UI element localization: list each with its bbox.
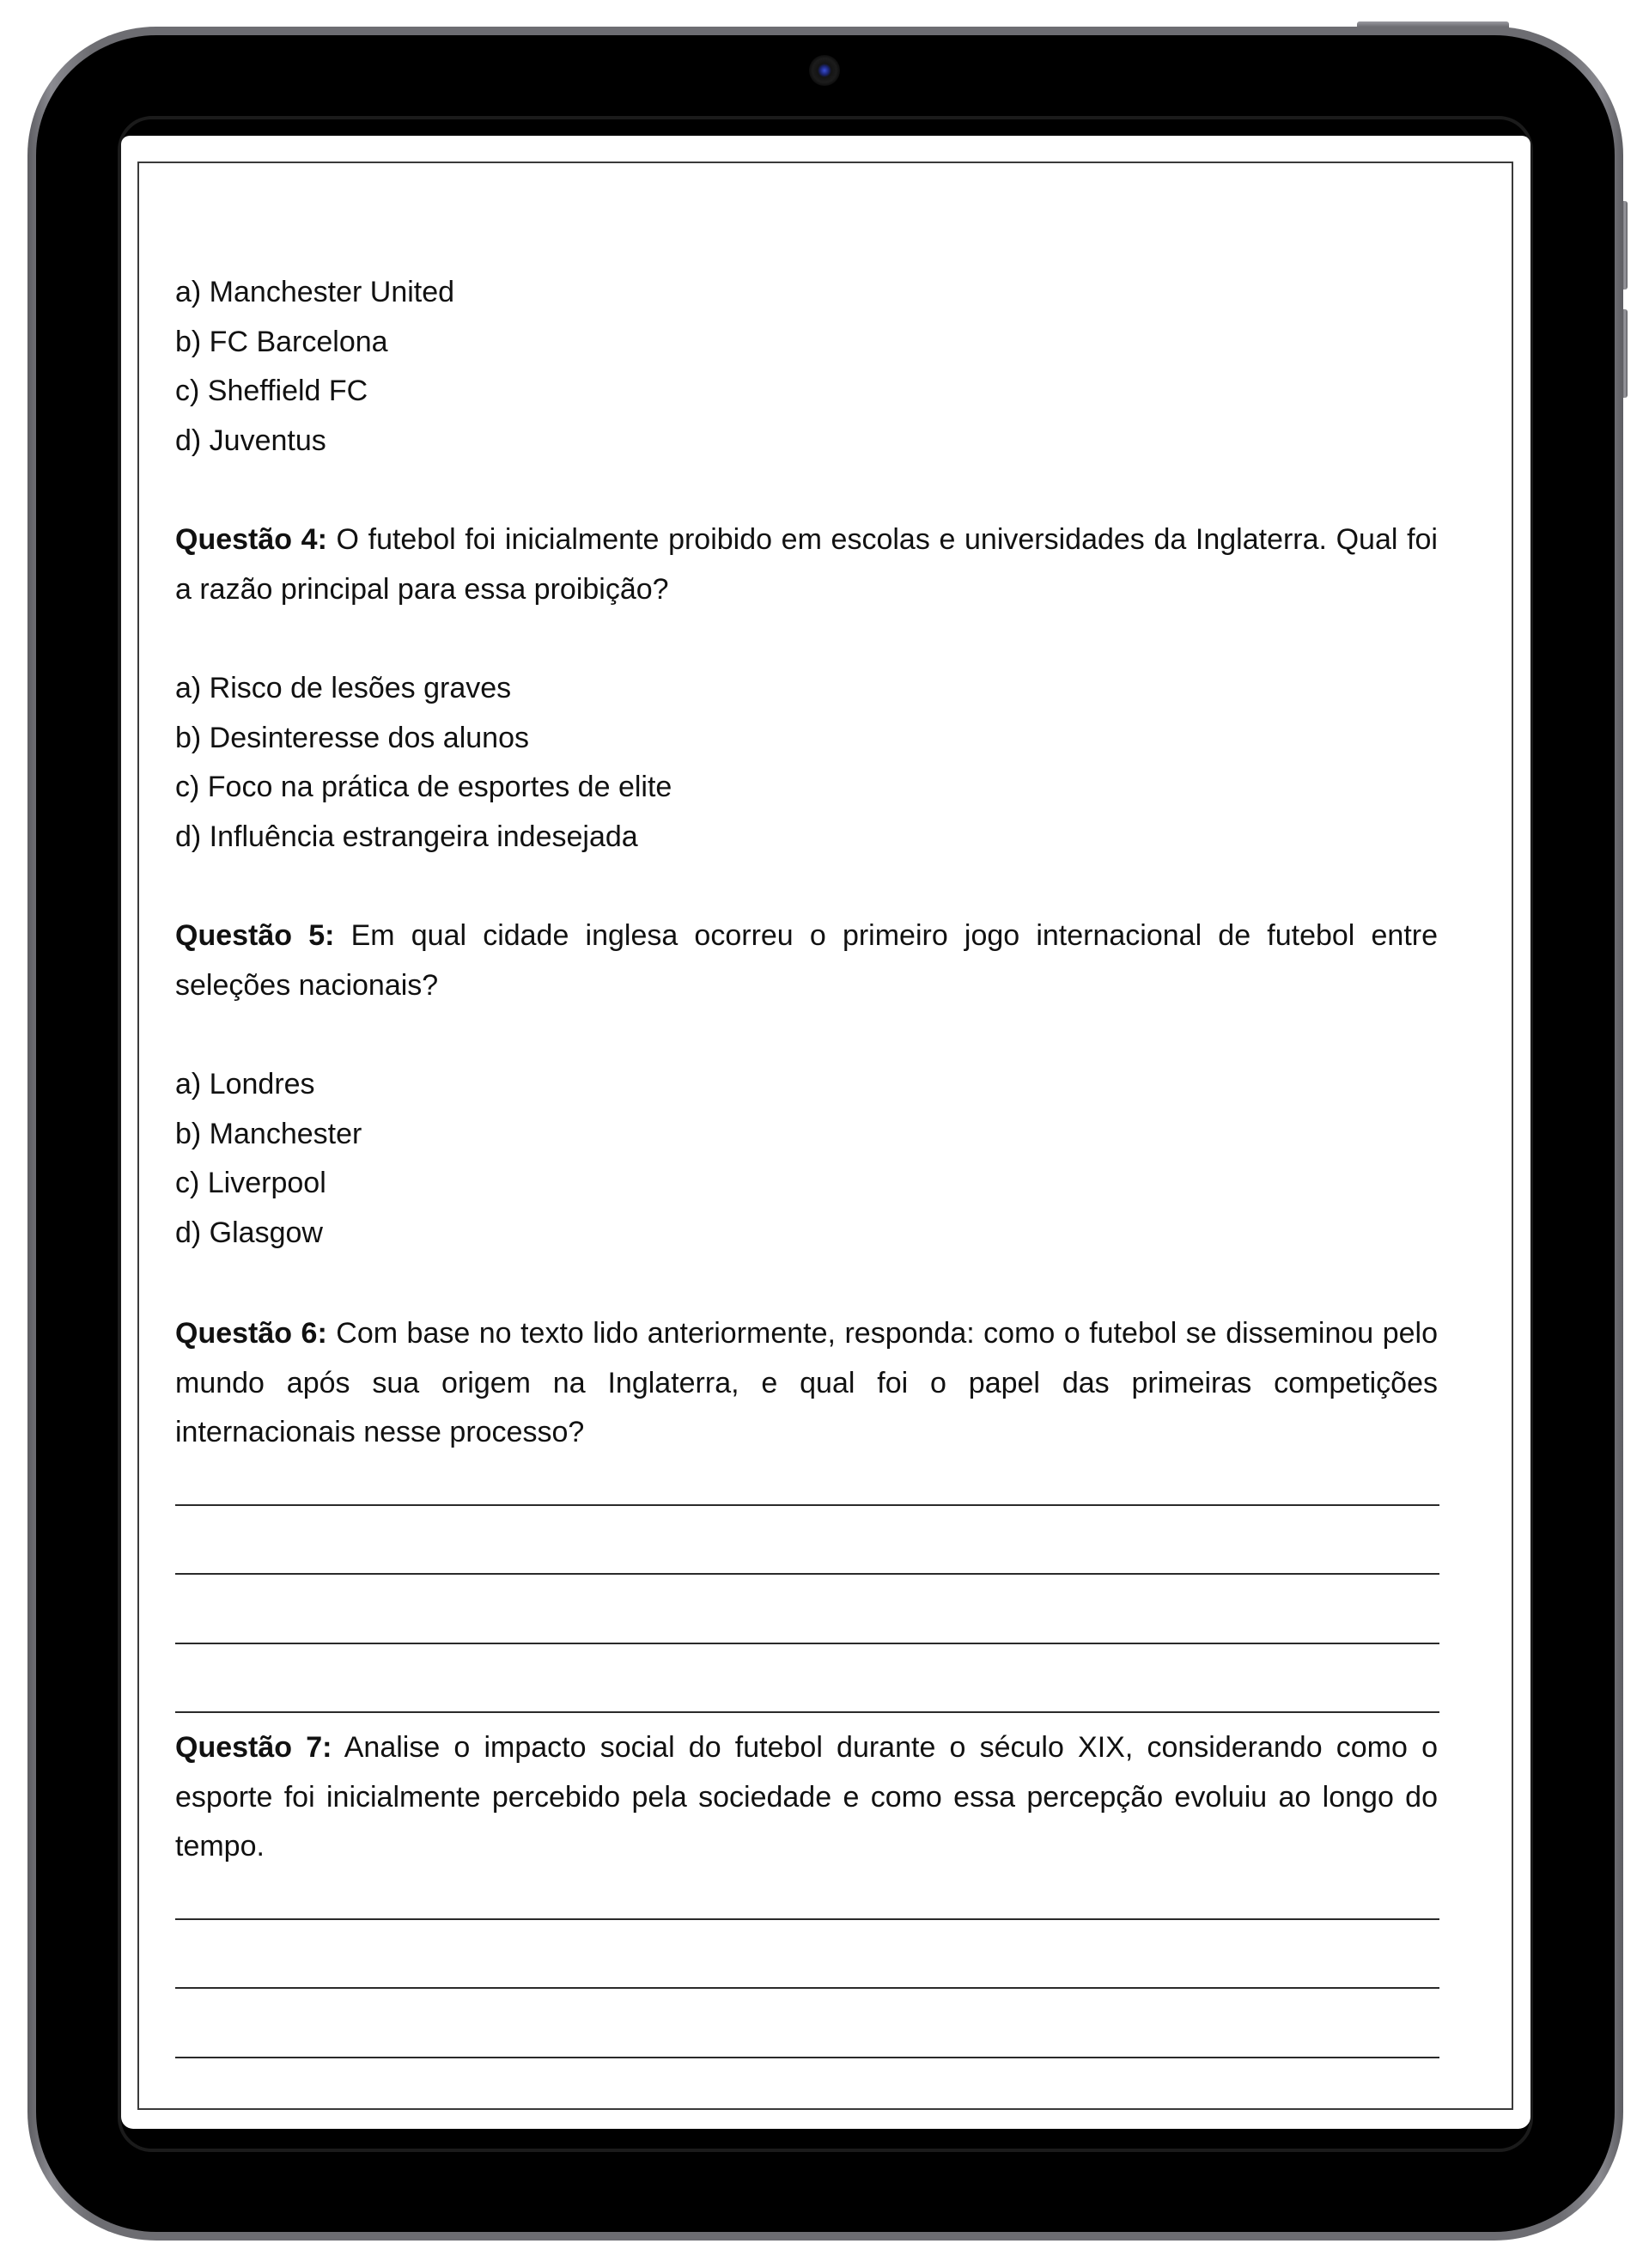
question-4-options [175, 664, 1438, 863]
option-d: d) Glasgow [175, 1216, 323, 1250]
option-d: d) Influência estrangeira indesejada [175, 820, 638, 854]
option-b: b) FC Barcelona [175, 325, 388, 358]
question-text: Analise o impacto social do futebol durante o século XIX, considerando como o esporte foi inicialmente percebido pela sociedade e como essa percepção evoluiu ao longo do tempo. [175, 1731, 1438, 1863]
question-5 [175, 911, 1438, 1010]
option-c: c) Sheffield FC [175, 375, 368, 408]
option-a: a) Risco de lesões graves [175, 672, 512, 704]
question-text: Com base no texto lido anteriormente, responda: como o futebol se disseminou pelo mundo após sua origem na Inglaterra, e qual foi o papel das primeiras competições internacionais nesse processo? [175, 1317, 1438, 1449]
answer-line[interactable] [175, 1987, 1439, 1989]
option-b: b) Desinteresse dos alunos [175, 721, 530, 754]
question-7-prompt [175, 1723, 1438, 1872]
question-5-options [175, 1060, 1438, 1259]
option-d: d) Juventus [175, 424, 326, 458]
question-label: Questão 7: [175, 1731, 332, 1764]
option-a: a) Manchester United [175, 276, 455, 308]
answer-line[interactable] [175, 1918, 1439, 1920]
question-5-prompt [175, 911, 1438, 1010]
question-label: Questão 4: [175, 523, 327, 556]
question-6 [175, 1309, 1438, 1458]
answer-line[interactable] [175, 1504, 1439, 1506]
question-label: Questão 6: [175, 1317, 327, 1350]
option-b: b) Manchester [175, 1117, 362, 1150]
option-c: c) Foco na prática de esportes de elite [175, 771, 672, 804]
option-c: c) Liverpool [175, 1167, 326, 1200]
q3-options [175, 268, 1438, 466]
option-a: a) Londres [175, 1068, 315, 1100]
front-camera-icon [809, 55, 840, 86]
question-4 [175, 515, 1438, 614]
question-6-prompt [175, 1309, 1438, 1458]
answer-line[interactable] [175, 1711, 1439, 1713]
question-text: O futebol foi inicialmente proibido em escolas e universidades da Inglaterra. Qual foi a razão principal para essa proibição? [175, 523, 1438, 606]
question-text: Em qual cidade inglesa ocorreu o primeiro jogo internacional de futebol entre seleções nacionais? [175, 919, 1438, 1002]
answer-line[interactable] [175, 2057, 1439, 2058]
question-7 [175, 1723, 1438, 1872]
question-label: Questão 5: [175, 919, 335, 952]
question-4-prompt [175, 515, 1438, 614]
answer-line[interactable] [175, 1643, 1439, 1644]
answer-line[interactable] [175, 1573, 1439, 1575]
